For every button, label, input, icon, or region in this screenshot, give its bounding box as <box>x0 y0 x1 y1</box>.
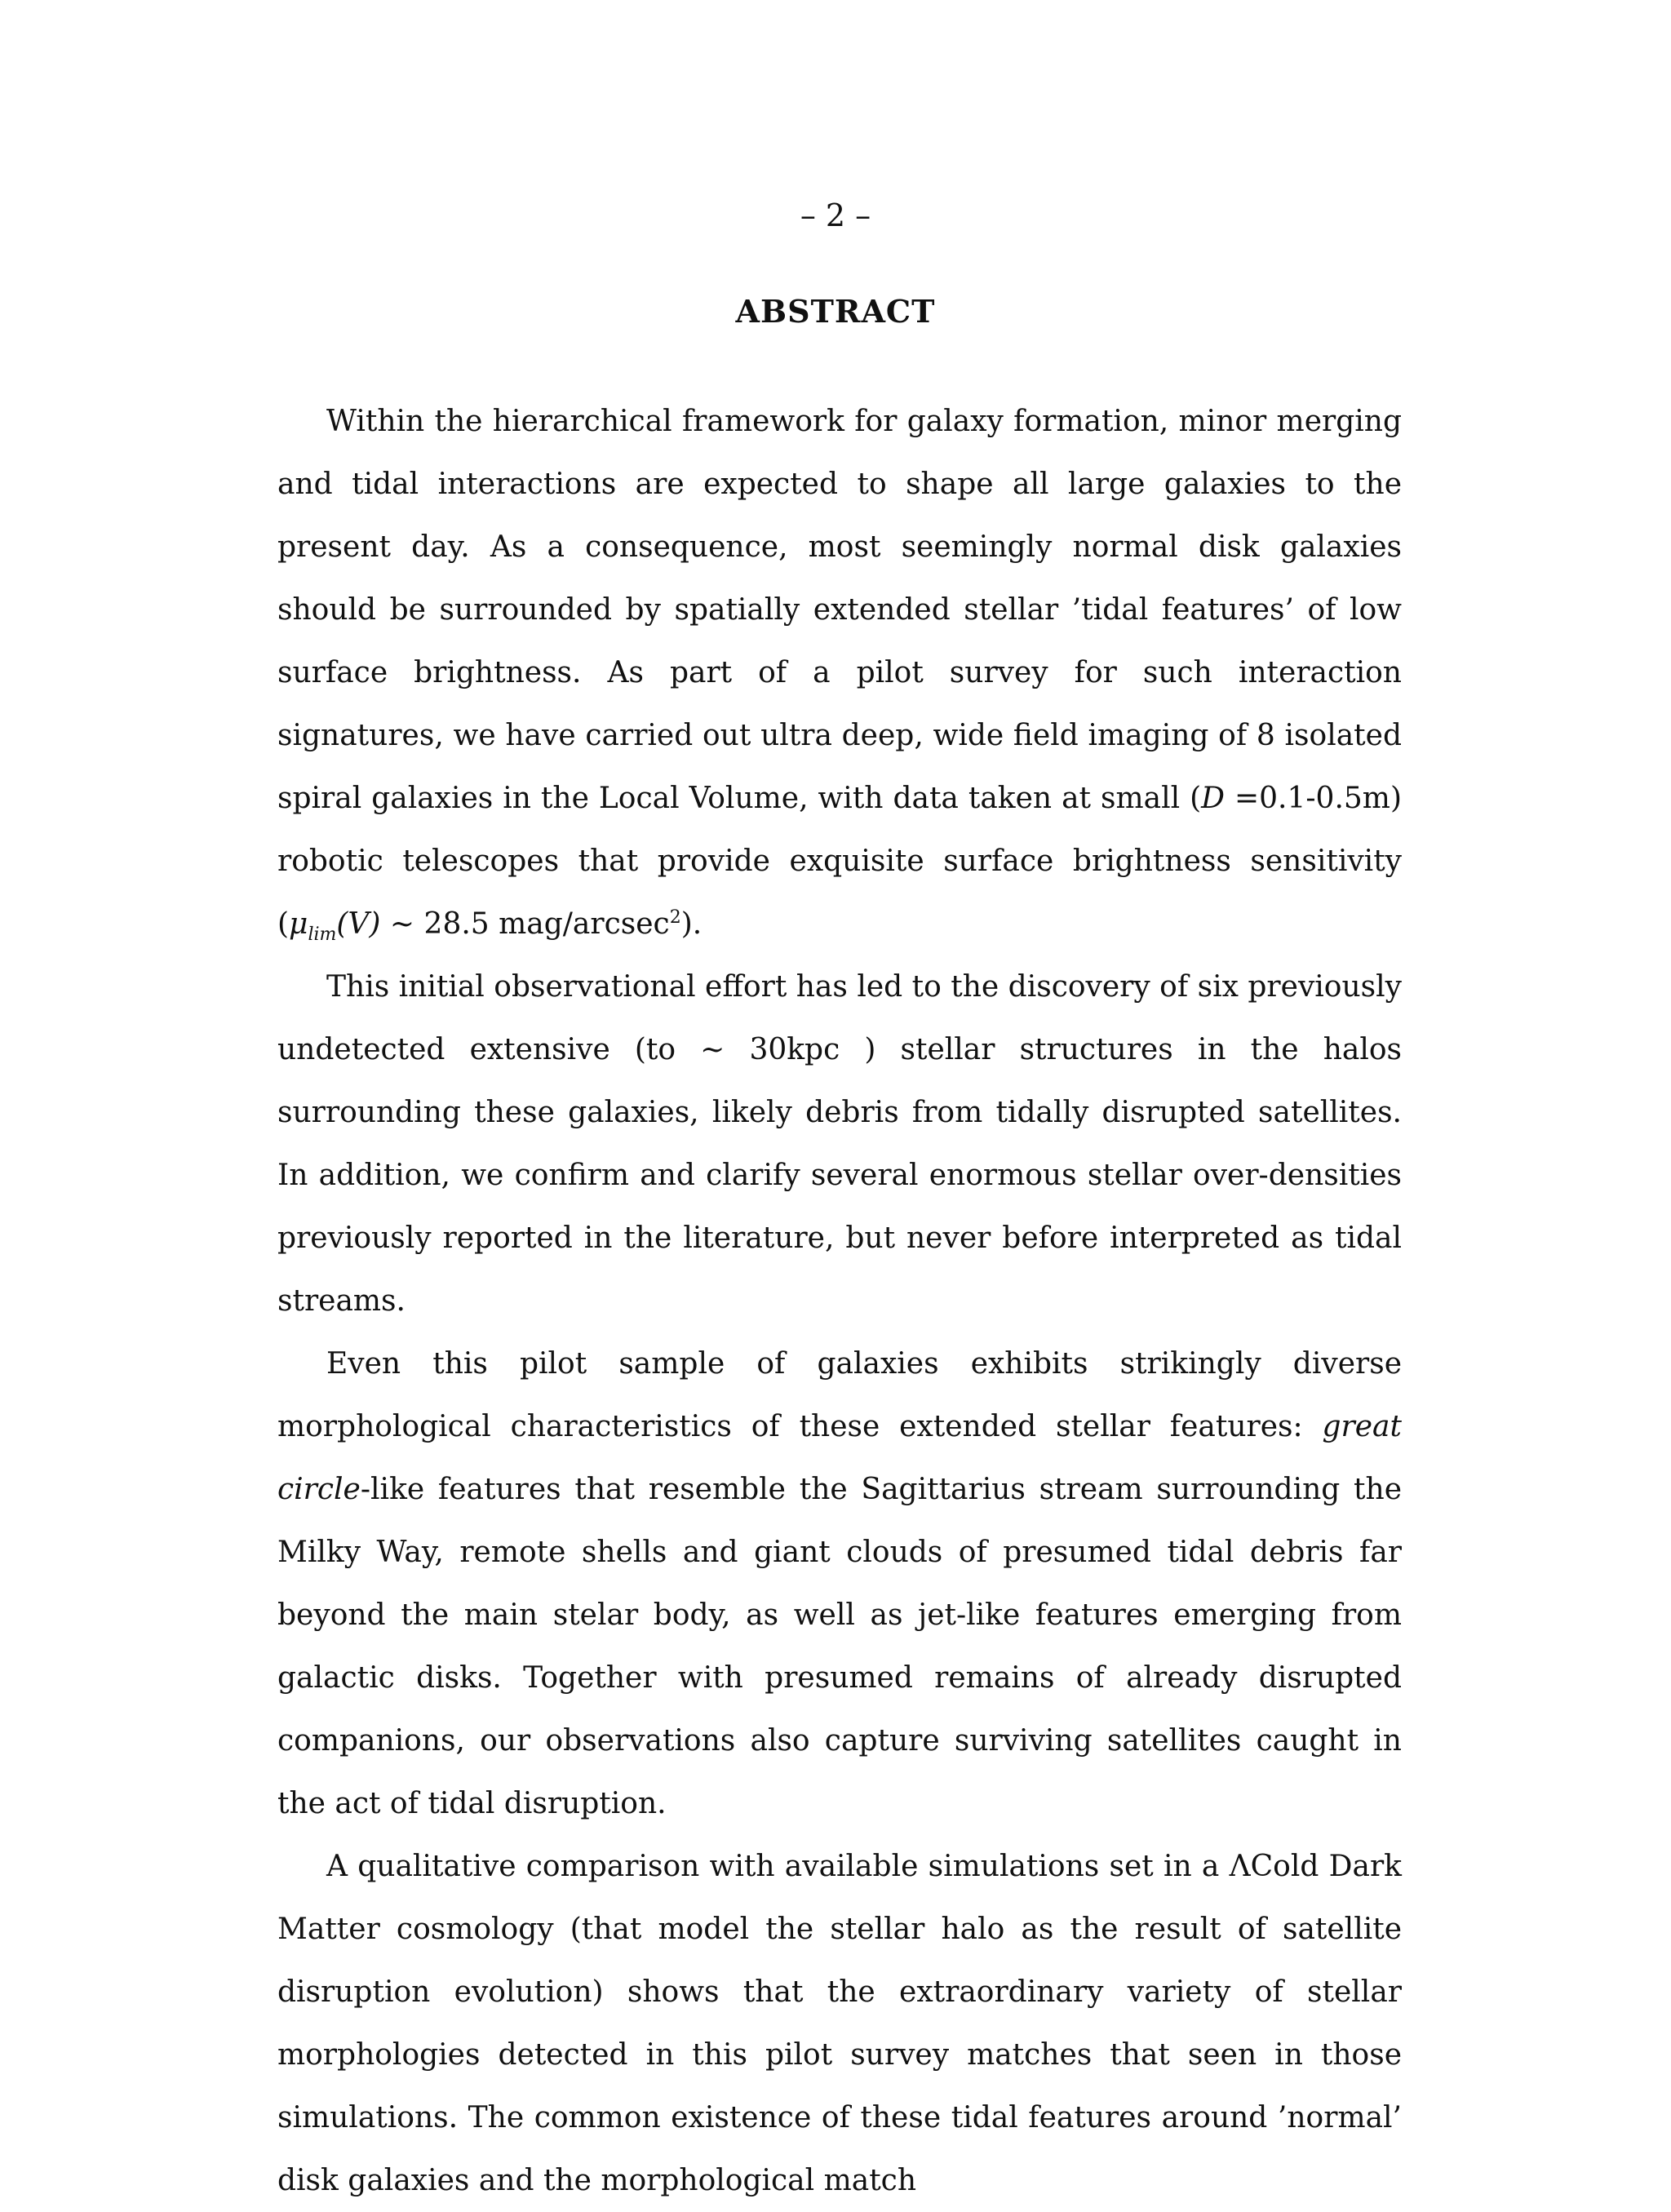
math-symbol-mu: μ <box>289 907 308 941</box>
abstract-paragraph-3 <box>277 1332 1402 1835</box>
superscript: 2 <box>669 907 681 928</box>
page-number: – 2 – <box>800 197 871 233</box>
paragraph-text: ∼ 28.5 mag/arcsec <box>380 907 670 941</box>
italic-term: great circle <box>277 1410 1402 1506</box>
abstract-body <box>277 390 1402 2212</box>
paragraph-text: A qualitative comparison with available simulations set in a ΛCold Dark Matter cosmology (that model the stellar halo as the result of satellite disruption evolution) shows that the extraordinary variety of stellar morphologies detected in this pilot survey matches that seen in those simulations. The common existence of these tidal features around ’normal’ disk galaxies and the morphological match <box>277 1850 1402 2197</box>
paragraph-text: ). <box>680 907 703 941</box>
paragraph-text: This initial observational effort has led to the discovery of six previously undetected extensive (to ∼ 30kpc ) stellar structures in the halos surrounding these galaxies, likely debris from tidally disrupted satellites. In addition, we confirm and clarify several enormous stellar over-densities previously reported in the literature, but never before interpreted as tidal streams. <box>277 970 1402 1318</box>
paragraph-text: Within the hierarchical framework for galaxy formation, minor merging and tidal interactions are expected to shape all large galaxies to the present day. As a consequence, most seemingly normal disk galaxies should be surrounded by spatially extended stellar ’tidal features’ of low surface brightness. As part of a pilot survey for such interaction signatures, we have carried out ultra deep, wide field imaging of 8 isolated spiral galaxies in the Local Volume, with data taken at small ( <box>277 405 1402 815</box>
math-symbol-d: D <box>1201 782 1225 815</box>
paragraph-text: =0.1-0.5m) robotic telescopes that provide exquisite surface brightness sensitivity ( <box>277 782 1402 941</box>
math-subscript-lim: lim <box>308 924 337 946</box>
math-symbol-v: (V) <box>336 907 381 941</box>
paragraph-text: Even this pilot sample of galaxies exhibits strikingly diverse morphological characteristics of these extended stellar features: <box>277 1347 1402 1443</box>
abstract-paragraph-1 <box>277 390 1402 955</box>
abstract-heading: ABSTRACT <box>735 293 936 330</box>
paragraph-text: -like features that resemble the Sagittarius stream surrounding the Milky Way, remote shells and giant clouds of presumed tidal debris far beyond the main stelar body, as well as jet-like features emerging from galactic disks. Together with presumed remains of already disrupted companions, our observations also capture surviving satellites caught in the act of tidal disruption. <box>277 1473 1402 1820</box>
abstract-paragraph-2 <box>277 955 1402 1332</box>
abstract-paragraph-4 <box>277 1835 1402 2212</box>
